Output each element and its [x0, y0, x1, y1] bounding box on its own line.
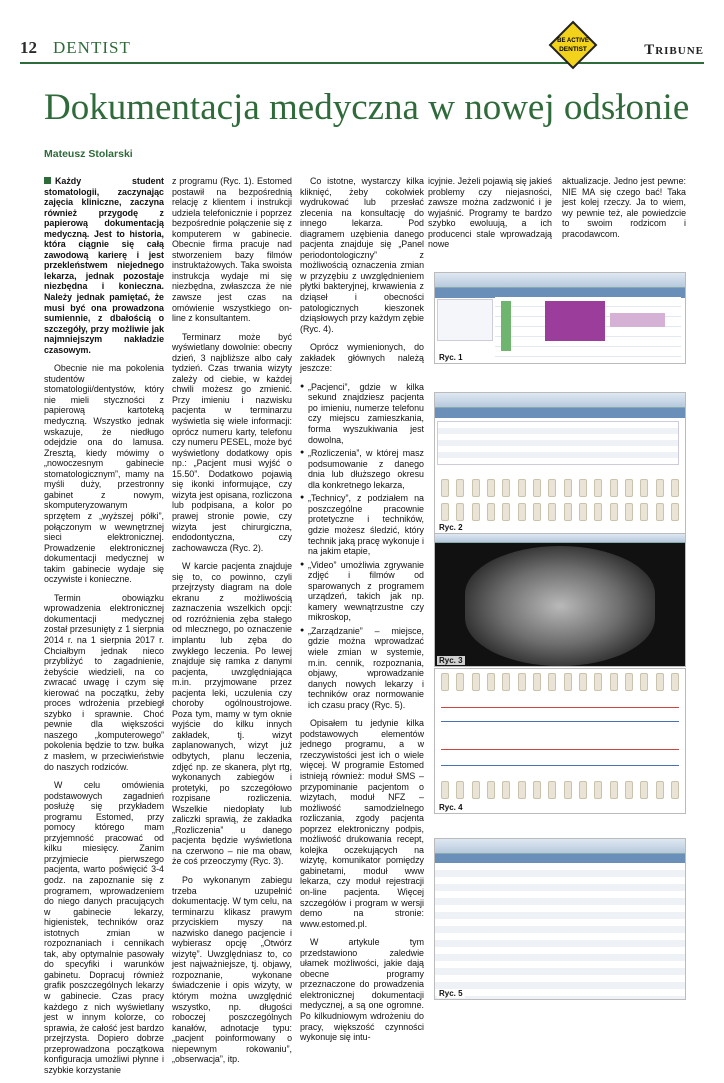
paragraph: Opisałem tu jedynie kilka podstawowych elementów jednego programu, a w rzeczywistości jest ich o wiele więcej. W programie Estomed istnieją również: moduł SMS – przypominanie pacjentom o wizytach, moduł NFZ – możliwość samodzielnego rozliczania, zgody pacjenta poprzez elektroniczny podpis, możliwość drukowania recept, kolejka oczekujących na wizytę, komunikator pomiędzy gabinetami, moduł www lekarza, czy moduł rejestracji on-line pacjenta. Więcej szczegółów i program w wersji demo na stronie: www.estomed.pl. — [300, 718, 424, 929]
paragraph: z programu (Ryc. 1). Estomed postawił na bezpośrednią relację z klientem i instrukcji udziela telefonicznie i poprzez bezpośrednie połączenie się z komputerem w gabinecie. Obecnie firma pracuje nad stworzeniem bazy filmów instruktażowych. Taka swoista instrukcja wydaje mi się niezbędna, zwłaszcza że nie zawsze jest czas na omówienie wszystkiego on-line z konsultantem. — [172, 176, 292, 324]
upper-teeth-row — [441, 479, 679, 497]
text-column-4 — [428, 176, 552, 258]
page-header — [20, 38, 704, 60]
visits-table — [437, 421, 679, 465]
app-toolbar — [435, 534, 685, 543]
lead-paragraph: Każdy student stomatologii, zaczynając zajęcia kliniczne, zaczyna również przygodę z papierową dokumentacją medyczną. Jest to historia, która ciągnie się całą zawodową karierę i jest przekleństwem niejednego lekarza, jednak pozostaje niezbędna i konieczna. Należy jednak pamiętać, że musi być ona prowadzona sumiennie, z dbałością o szczegóły, przy możliwie jak najmniejszym nakładzie czasowym. — [44, 176, 164, 355]
paragraph: Obecnie nie ma pokolenia studentów stomatologii/dentystów, który nie mieli styczności z papierową kartoteką medyczną. Wszystko jednak wskazuje, że niedługo odejdzie ona do lamusa. Zresztą, kiedy mówimy o „nowoczesnym gabinecie stomatologicznym”, mamy na myśli duży, przestronny gabinet z nowym, skomputeryzowanym sprzętem z „wyższej półki”, połączonym w wewnętrznej sieci elektronicznej. Prowadzenie elektronicznej dokumentacji medycznej w takim gabinecie wydaje się oczywiste i konieczne. — [44, 363, 164, 585]
svg-text:DENTIST: DENTIST — [559, 46, 587, 53]
paragraph: Termin obowiązku wprowadzenia elektronicznej dokumentacji medycznej został przesunięty z 1 sierpnia 2014 r. na 1 sierpnia 2017 r. Chciałbym jednak nieco przybliżyć to zagadnienie, żebyście wiedzieli, na co zwracać uwagę i czym się kierować na początku, żeby proces wdrożenia przebiegł szybko i sprawnie. Choć pewnie dla większości naszego „komputerowego” pokolenia będzie to tzw. bułka z masłem, w przeciwieństwie do naszych rodziców. — [44, 592, 164, 772]
figure-3-xray — [434, 533, 686, 667]
list-item: ● „Video” umożliwia zgrywanie zdjęć i filmów od sparowanych z programem urządzeń, takich jak np. kamery wewnątrzustne czy mikroskop, — [300, 560, 424, 623]
periodontal-line — [441, 765, 679, 766]
text-column-1 — [44, 176, 164, 1083]
app-toolbar — [435, 273, 685, 288]
svg-text:BE ACTIVE: BE ACTIVE — [557, 38, 589, 44]
paragraph: W karcie pacjenta znajduje się to, co powinno, czyli przejrzysty diagram na dole ekranu z możliwością zaznaczenia wszelkich opcji: od rozróżnienia zęba stałego od mlecznego, po oznaczenie implantu lub zęba do zwykłego leczenia. Po lewej znajduje się ramka z danymi pacjenta, uwzględniająca m.in. przyjmowane przez pacjenta leki, uczulenia czy choroby ogólnoustrojowe. Poza tym, mamy w tym oknie wyjście do kilku innych zakładek, tj. wizyt zaplanowanych, wizyt już odbytych, planu leczenia, zdjęć np. ze skanera, plyt rtg, wykonanych zabiegów i protetyki, po szczegółowo rozpisane rozliczenia. Wszelkie niedopłaty lub zaliczki sprawią, że zakładka „Rozliczenia” u danego pacjenta będzie wyświetlona na czerwono – nie ma obaw, że coś przeoczymy (Ryc. 3). — [172, 561, 292, 867]
figure-caption: Ryc. 2 — [439, 523, 463, 532]
lower-teeth-row — [441, 781, 679, 799]
mini-calendar — [437, 299, 493, 341]
be-active-dentist-badge — [548, 20, 598, 70]
figure-4-periodontal-chart — [434, 668, 686, 814]
periodontal-line — [441, 707, 679, 708]
paragraph: Terminarz może być wyświetlany dowolnie: obecny dzień, 3 najbliższe albo cały tydzień. Czas trwania wizyty zależy od ciebie, w każdej chwili możesz go zmienić. Przy imieniu i nazwisku pacjenta w terminarzu wyświetla się wiele informacji: oprócz numeru karty, telefonu czy numeru PESEL, może być wyświetlony dodatkowy opis np.: „Pacjent musi wyjść o 15.50”. Dodatkowo pojawią się ikonki informujące, czy wizyta jest opisana, rozliczona lub podpisana, a kolor po prawej stronie powie, czy wizyta jest chirurgiczna, endodontyczna, czy zachowawcza (Ryc. 2). — [172, 331, 292, 553]
list-item: ● „Technicy”, z podziałem na poszczególne pracownie protetyczne i techników, gdzie możesz śledzić, który technik jaką pracę wykonuje i na jakim etapie, — [300, 493, 424, 556]
list-item: ● „Pacjenci”, gdzie w kilka sekund znajdziesz pacjenta po imieniu, numerze telefonu czy miejscu zamieszkania, forma wyszukiwania jest dowolna, — [300, 382, 424, 445]
figure-5-management-list — [434, 838, 686, 1000]
lower-teeth-row — [441, 503, 679, 521]
app-toolbar — [435, 839, 685, 854]
app-menubar — [435, 408, 685, 418]
bullet-list — [300, 382, 424, 710]
appointment-block — [545, 301, 605, 341]
brand-name: Tribune — [644, 42, 704, 58]
paragraph: aktualizacje. Jedno jest pewne: NIE MA się czego bać! Taka jest kolej rzeczy. Ja to wiem, wy pewnie też, ale powiedzcie to swoim rodzicom i pracodawcom. — [562, 176, 686, 239]
list-item: ● „Rozliczenia”, w której masz podsumowanie z danego dnia lub dłuższego okresu dla konkretnego lekarza, — [300, 448, 424, 490]
section-title: DENTIST — [53, 38, 131, 57]
paragraph: icyjnie. Jeżeli pojawią się jakieś problemy czy niejasności, zawsze można zadzwonić i je wyjaśnić. Programy te bardzo szybko ewoluują, a ich producenci stale wprowadzają nowe — [428, 176, 552, 250]
header-rule — [20, 62, 704, 64]
text-column-2 — [172, 176, 292, 1073]
data-table — [435, 863, 685, 999]
panoramic-xray-image — [465, 546, 655, 666]
figure-caption: Ryc. 5 — [439, 989, 463, 998]
paragraph: W artykule tym przedstawiono zaledwie ułamek możliwości, jakie dają obecne programy przeznaczone do prowadzenia elektronicznej dokumentacji medycznej, a są one ogromne. Po kilkudniowym wdrożeniu do pracy, większość czynności wykonuje się intu- — [300, 937, 424, 1043]
text-column-3 — [300, 176, 424, 1051]
periodontal-line — [441, 749, 679, 750]
paragraph: W celu omówienia podstawowych zagadnień posłużę się przykładem programu Estomed, przy pomocy którego mam przyjemność pracować od kilku miesięcy. Zanim przyjmiecie pierwszego pacjenta, warto poświęcić 3-4 godz. na zapoznanie się z programem, wprowadzeniem do niego danych pracujących w gabinecie lekarzy, higienistek, techników oraz istotnych zmian w rozpoznaniach i cennikach tak, aby optymalnie pasowały do specyfiki i warunków gabinetu. Dopracuj również grafik poszczególnych lekarzy w gabinecie. Czas pracy każdego z nich wyświetlany jest w innym kolorze, co sprawia, że całość jest bardzo przejrzysta. Dopiero dobrze przeprowadzona początkowa konfiguracja umożliwi płynne i szybkie korzystanie — [44, 780, 164, 1075]
figure-caption: Ryc. 4 — [439, 803, 463, 812]
paragraph: Co istotne, wystarczy kilka kliknięć, żeby cokolwiek wydrukować lub przesłać zlecenia na konsultację do innego lekarza. Pod diagramem uzębienia danego pacjenta znajduje się „Panel periodontologiczny” z możliwością oznaczenia zmian w przyzębiu z uwzględnieniem płytki bakteryjnej, krwawienia z dziąseł i obecności patologicznych kieszonek dziąsłowych przy każdym zębie (Ryc. 4). — [300, 176, 424, 334]
square-bullet-icon — [44, 177, 51, 184]
periodontal-line — [441, 721, 679, 722]
schedule-bar — [501, 301, 511, 351]
app-toolbar — [435, 393, 685, 408]
paragraph: Po wykonanym zabiegu trzeba uzupełnić dokumentację. W tym celu, na terminarzu klikasz prawym przyciskiem myszy na nazwisko danego pacjencie i wybierasz opcję „Otwórz wizytę”. Uwzględniasz to, co jest najważniejsze, tj. objawy, rozpoznanie, wykonane świadczenie i opis wizyty, w którym można uwzględnić wszystko, np. długości roboczej poszczególnych kanałów, adnotacje typu: „pacjent poinformowany o niepewnym rokowaniu”, „obserwacja”, itp. — [172, 875, 292, 1065]
figure-caption: Ryc. 1 — [439, 353, 463, 362]
page-number: 12 — [20, 38, 37, 57]
upper-teeth-row — [441, 673, 679, 691]
figure-caption: Ryc. 3 — [439, 656, 463, 665]
article-author: Mateusz Stolarski — [44, 148, 133, 160]
figure-1-calendar-screenshot — [434, 272, 686, 364]
figure-2-patient-chart — [434, 392, 686, 534]
article-title: Dokumentacja medyczna w nowej odsłonie — [44, 87, 690, 128]
appointment-block — [610, 313, 665, 327]
list-item: ● „Zarządzanie” – miejsce, gdzie można wprowadzać wiele zmian w systemie, m.in. cennik, rozpoznania, objawy, wprowadzanie danych nowych lekarzy i techników oraz normowanie ich czasu pracy (Ryc. 5). — [300, 626, 424, 710]
text-column-5 — [562, 176, 686, 247]
paragraph: Oprócz wymienionych, do zakładek głównych należą jeszcze: — [300, 342, 424, 374]
